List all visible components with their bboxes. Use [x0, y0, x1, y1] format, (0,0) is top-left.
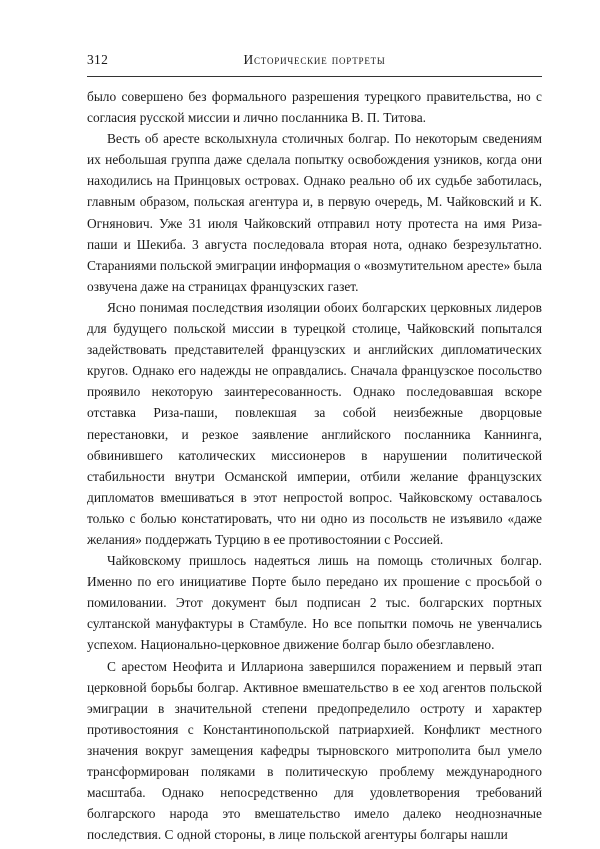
paragraph: Чайковскому пришлось надеяться лишь на помощь столичных болгар. Именно по его инициативе Порте было передано их прошение с просьбой о помиловании. Этот документ был подписан 2 тыс. болгарских портных султанской мануфактуры в Стамбуле. Но все попытки помочь не увенчались успехом. Национально-церковное движение болгар было обезглавлено. [87, 553, 542, 653]
paragraph: С арестом Неофита и Иллариона завершился поражением и первый этап церковной борьбы болгар. Активное вмешательство в ее ход агентов польской эмиграции в значительной степени предопределило остроту и характер противостояния с Константинопольской патриархией. Конфликт местного значения вокруг замещения кафедры тырновского митрополита был умело трансформирован поляками в политическую проблему международного масштаба. Однако непосредственно для удовлетворения требований болгарского народа это вмешательство имело далеко неоднозначные последствия. С одной стороны, в лице польской агентуры болгары нашли [87, 658, 542, 843]
page-header [87, 52, 542, 72]
paragraph: Весть об аресте всколыхнула столичных болгар. По некоторым сведениям их небольшая группа даже сделала попытку освобождения узников, когда они находились на Принцовых островах. Однако реально об их судьбе заботилась, главным образом, польская агентура и, в первую очередь, М. Чайковский и К. Огнянович. Уже 31 июля Чайковский отправил ноту протеста на имя Риза-паши и Шекиба. 3 августа последовала вторая нота, однако безрезультатно. Стараниями польской эмиграции информация о «возмутительном аресте» была озвучена даже на страницах французских газет. [87, 131, 542, 294]
page-number: 312 [87, 52, 109, 67]
header-rule [87, 76, 542, 77]
body-text [87, 86, 542, 845]
paragraph: было совершено без формального разрешения турецкого правительства, но с согласия русской миссии и лично посланника В. П. Титова. [87, 89, 542, 126]
paragraph: Ясно понимая последствия изоляции обоих болгарских церковных лидеров для будущего польской миссии в турецкой столице, Чайковский попытался задействовать представителей французских и английских дипломатических кругов. Однако его надежды не оправдались. Сначала французское посольство проявило некоторую заинтересованность. Однако последовавшая вскоре отставка Риза-паши, повлекшая за собой неизбежные дворцовые перестановки, и резкое заявление английского посланника Каннинга, обвинившего католических миссионеров в нарушении политической стабильности внутри Османской империи, отбили желание французских дипломатов вмешиваться в этот непростой вопрос. Чайковскому оставалось только с болью констатировать, что ни одно из посольств не изъявило «даже желания» поддержать Турцию в ее противостоянии с Россией. [87, 299, 542, 547]
running-title: Исторические портреты [243, 52, 386, 67]
